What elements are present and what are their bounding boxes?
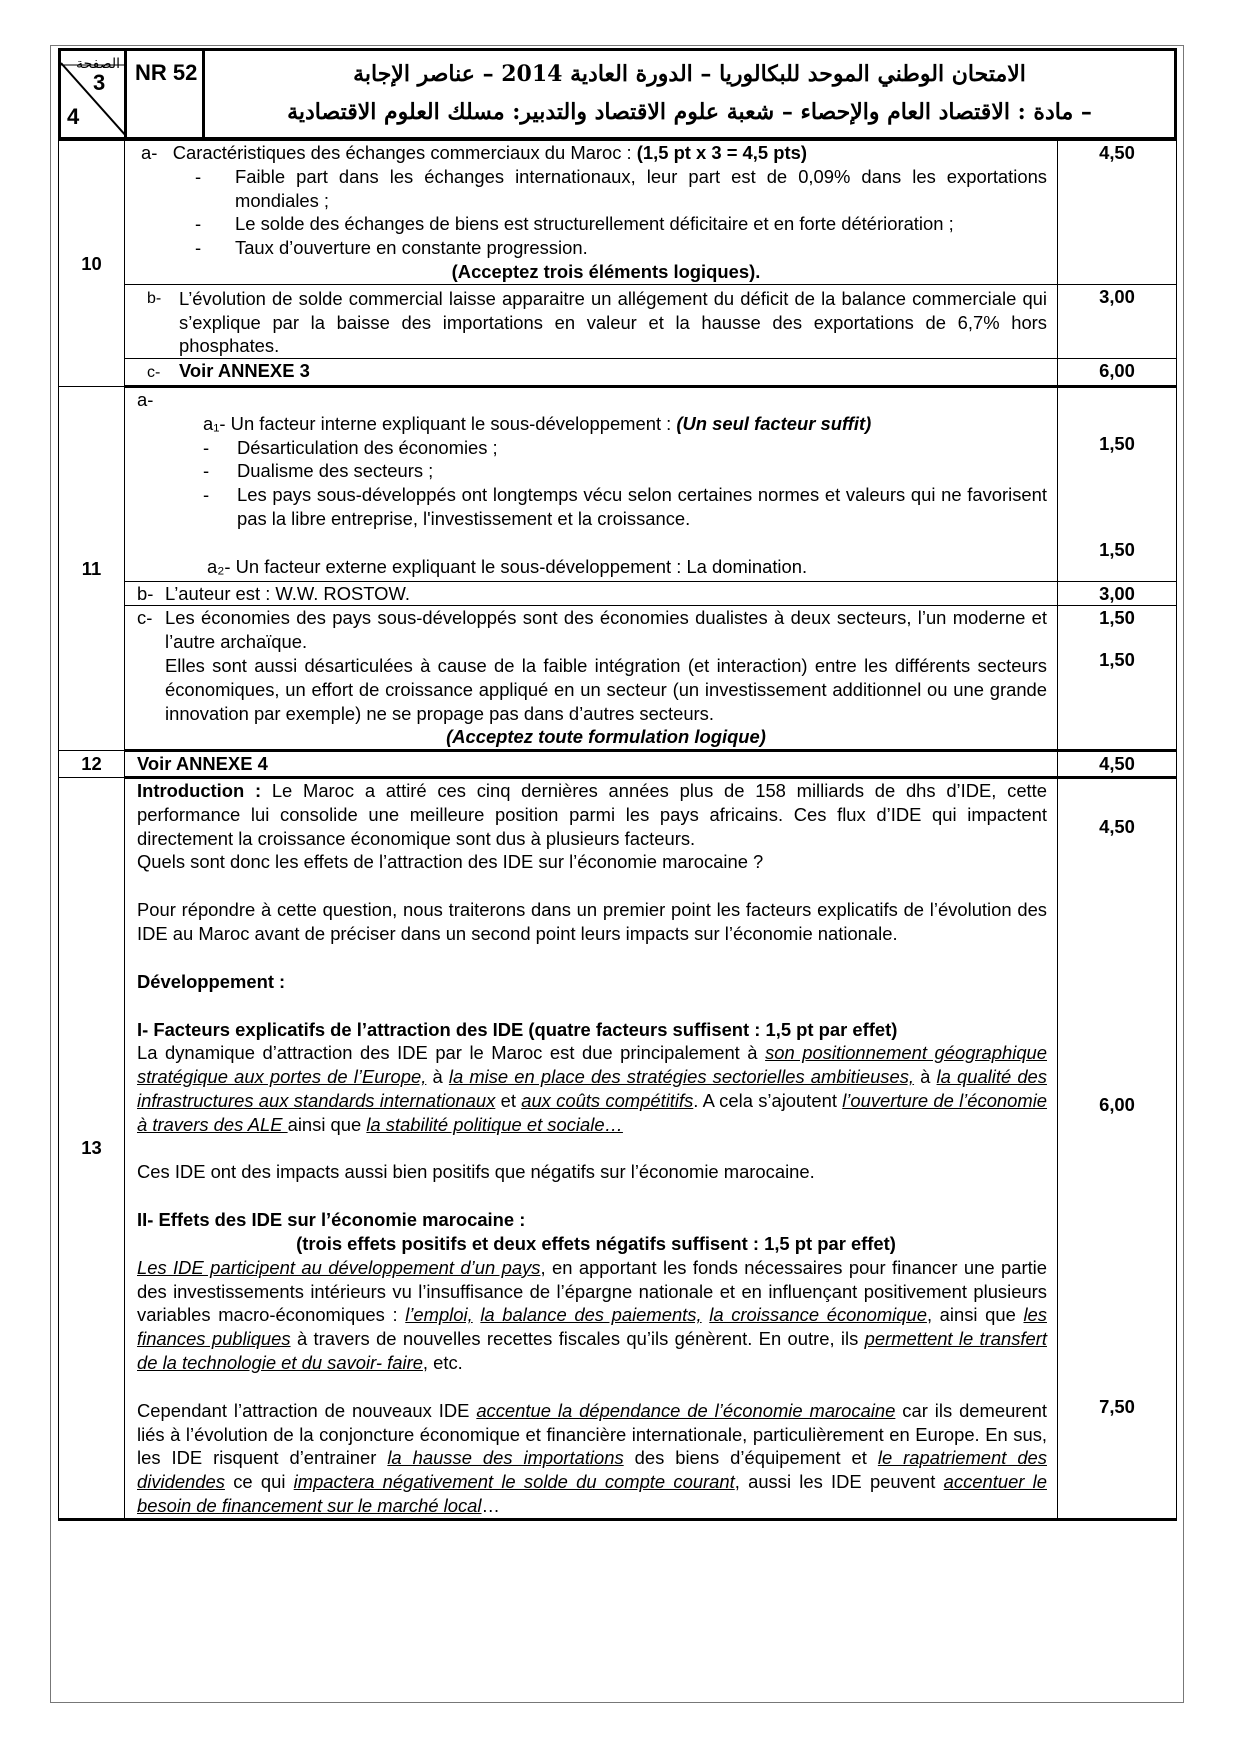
q11-a1-note: (Un seul facteur suffit) bbox=[676, 412, 872, 434]
question-number: 11 bbox=[59, 386, 125, 750]
dev-label: Développement : bbox=[137, 970, 286, 992]
item-label: a- bbox=[141, 142, 158, 163]
q10-b-text: L’évolution de solde commercial laisse apparaitre un allégement du déficit de la balance commerciale qui s’explique par la baisse des importations en valeur et la hausse des exportations de 6,7% hors phosphates. bbox=[179, 287, 1047, 357]
q10-a-note: (Acceptez trois éléments logiques). bbox=[451, 260, 761, 282]
q11-c-note: (Acceptez toute formulation logique) bbox=[446, 726, 766, 748]
item-label: c- bbox=[137, 607, 153, 629]
q11-a-scores bbox=[1058, 386, 1177, 581]
list-item: - Dualisme des secteurs ; bbox=[203, 460, 434, 482]
score: 3,00 bbox=[1058, 581, 1177, 606]
part2-negative-text: Cependant l’attraction de nouveaux IDE accentue la dépendance de l’économie marocaine car ils demeurent liés à l’évolution de la conjoncture économique et financière internationale, particulièrement en Europe. En sus, les IDE risquent d’entrainer la hausse des importations des biens d’équipement et le rapatriement des dividendes ce qui impactera négativement le solde du compte courant, aussi les IDE peuvent accentuer le besoin de financement sur le marché local… bbox=[137, 1399, 1047, 1517]
table-row bbox=[59, 141, 1177, 285]
answer-table bbox=[58, 140, 1177, 1521]
score: 1,50 bbox=[1099, 432, 1135, 454]
question-number: 13 bbox=[59, 777, 125, 1519]
score: 1,50 bbox=[1099, 649, 1135, 671]
answer-sheet bbox=[58, 48, 1177, 1521]
list-item: - Désarticulation des économies ; bbox=[203, 436, 498, 458]
part1-title: I- Facteurs explicatifs de l’attraction des IDE (quatre facteurs suffisent : 1,5 pt par effet) bbox=[137, 1018, 898, 1040]
page-label: الصفحة bbox=[76, 56, 120, 72]
table-row bbox=[59, 284, 1177, 358]
score: 4,50 bbox=[1058, 751, 1177, 778]
q13-scores bbox=[1058, 777, 1177, 1519]
part1-text: La dynamique d’attraction des IDE par le Maroc est due principalement à son positionnement géographique stratégique aux portes de l’Europe, à la mise en place des stratégies sectorielles ambitieuses, à la qualité des infrastructures aux standards internationaux et aux coûts compétitifs. A cela s’ajoutent l’ouverture de l’économie à travers des ALE ainsi que la stabilité politique et sociale… bbox=[137, 1042, 1048, 1135]
list-item: - Les pays sous-développés ont longtemps vécu selon certaines normes et valeurs qui ne favorisent pas la libre entreprise, l'investissement et la croissance. bbox=[203, 484, 1047, 529]
item-label: c- bbox=[147, 364, 161, 382]
score: 3,00 bbox=[1058, 284, 1177, 358]
q11-a-cell bbox=[125, 386, 1058, 581]
q10-a-cell bbox=[125, 141, 1058, 285]
list-item: - Le solde des échanges de biens est structurellement déficitaire et en forte détérioration ; bbox=[195, 213, 954, 235]
q10-a-points: (1,5 pt x 3 = 4,5 pts) bbox=[636, 142, 807, 163]
table-row bbox=[59, 751, 1177, 778]
score: 4,50 bbox=[1058, 141, 1177, 285]
q11-c-text2: Elles sont aussi désarticulées à cause de la faible intégration (et interaction) entre les différents secteurs économiques, un effort de croissance appliqué en un secteur (un investissement additionnel ou une grande innovation par exemple) ne se propage pas dans d’autres secteurs. bbox=[165, 654, 1047, 724]
q11-c-scores bbox=[1058, 606, 1177, 751]
q13-intro bbox=[125, 779, 1057, 874]
q10-c-cell bbox=[125, 359, 1058, 387]
page-total: 4 bbox=[67, 104, 80, 129]
header bbox=[58, 48, 1177, 140]
exam-title-line1: الامتحان الوطني الموحد للبكالوريا – الدورة العادية 2014 – عناصر الإجابة bbox=[353, 61, 1026, 87]
item-label: a- bbox=[137, 388, 154, 410]
intro-label: Introduction : bbox=[137, 779, 272, 801]
q10-c-text: Voir ANNEXE 3 bbox=[179, 360, 310, 382]
exam-title-line2: – مادة : الاقتصاد العام والإحصاء – شعبة علوم الاقتصاد والتدبير: مسلك العلوم الاقتصادية bbox=[287, 99, 1092, 125]
q11-b-cell bbox=[125, 581, 1058, 606]
intro-question: Quels sont donc les effets de l’attraction des IDE sur l’économie marocaine ? bbox=[137, 851, 764, 873]
list-item: - Taux d’ouverture en constante progression. bbox=[195, 237, 588, 259]
q11-a1-text: a₁- Un facteur interne expliquant le sous-développement : bbox=[203, 412, 677, 434]
table-row bbox=[59, 386, 1177, 581]
page-number-box bbox=[60, 50, 126, 139]
table-row bbox=[59, 581, 1177, 606]
q10-b-cell bbox=[125, 284, 1058, 358]
score: 1,50 bbox=[1099, 607, 1135, 629]
item-label: b- bbox=[147, 289, 162, 307]
question-number: 10 bbox=[59, 141, 125, 387]
score: 6,00 bbox=[1099, 1093, 1135, 1115]
score: 1,50 bbox=[1099, 538, 1135, 560]
table-row bbox=[59, 359, 1177, 387]
score: 4,50 bbox=[1099, 815, 1135, 837]
part2-title: II- Effets des IDE sur l’économie marocaine : bbox=[137, 1209, 526, 1231]
transition: Ces IDE ont des impacts aussi bien positifs que négatifs sur l’économie marocaine. bbox=[137, 1161, 815, 1183]
exam-title bbox=[204, 50, 1176, 139]
q13-cell bbox=[125, 777, 1058, 1519]
table-row bbox=[59, 606, 1177, 751]
question-number: 12 bbox=[59, 751, 125, 778]
q11-c-cell bbox=[125, 606, 1058, 751]
page-current: 3 bbox=[93, 70, 106, 95]
q11-b-text: L’auteur est : W.W. ROSTOW. bbox=[165, 582, 410, 604]
q12-cell bbox=[125, 751, 1058, 778]
part2-subtitle: (trois effets positifs et deux effets négatifs suffisent : 1,5 pt par effet) bbox=[296, 1233, 896, 1255]
q10-a-title: Caractéristiques des échanges commerciaux du Maroc : bbox=[172, 142, 637, 163]
q12-text: Voir ANNEXE 4 bbox=[137, 753, 268, 775]
intro-text: Le Maroc a attiré ces cinq dernières années plus de 158 milliards de dhs d’IDE, cette performance lui consolide une meilleure position parmi les pays africains. Ces flux d’IDE qui impactent directement la croissance économique sont dus à plusieurs facteurs. bbox=[137, 779, 1047, 849]
q11-a2-text: a₂- Un facteur externe expliquant le sous-développement : La domination. bbox=[207, 555, 808, 577]
exam-code: NR 52 bbox=[126, 50, 204, 139]
score: 7,50 bbox=[1099, 1395, 1135, 1417]
item-label: b- bbox=[137, 582, 154, 604]
q11-c-text1: Les économies des pays sous-développés sont des économies dualistes à deux secteurs, l’un moderne et l’autre archaïque. bbox=[165, 607, 1047, 653]
list-item: - Faible part dans les échanges internationaux, leur part est de 0,09% dans les exportations mondiales ; bbox=[195, 165, 1047, 211]
part2-positive-text: Les IDE participent au développement d’un pays, en apportant les fonds nécessaires pour financer une partie des investissements intérieurs vu l’insuffisance de l’épargne nationale et en influençant positivement plusieurs variables macro-économiques : l’emploi, la balance des paiements, la croissance économique, ainsi que les finances publiques à travers de nouvelles recettes fiscales qu’ils génèrent. En outre, ils permettent le transfert de la technologie et du savoir- faire, etc. bbox=[137, 1256, 1048, 1374]
score: 6,00 bbox=[1058, 359, 1177, 387]
intro-plan: Pour répondre à cette question, nous traiterons dans un premier point les facteurs explicatifs de l’évolution des IDE au Maroc avant de préciser dans un second point leurs impacts sur l’économie nationale. bbox=[137, 899, 1047, 944]
table-row bbox=[59, 777, 1177, 1519]
